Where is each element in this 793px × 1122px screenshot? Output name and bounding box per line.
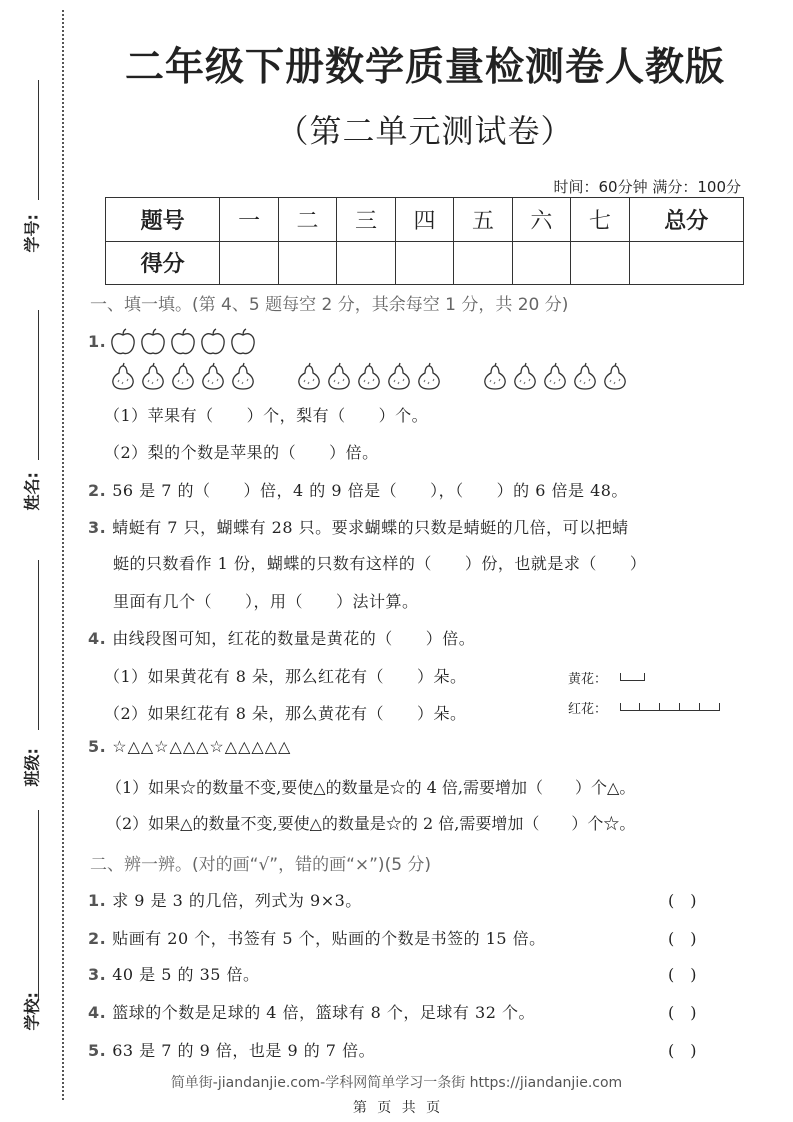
judge-item-3 <box>88 962 260 985</box>
answer-box[interactable]: ( ) <box>668 929 697 948</box>
q4-sub2: （2）如果红花有 8 朵，那么黄花有（ ）朵。 <box>104 704 467 723</box>
red-flower-label: 红花： <box>568 702 608 717</box>
judge-text: 40 是 5 的 35 倍。 <box>112 965 260 984</box>
pear-icon <box>140 362 166 390</box>
q2-text: 56 是 7 的（ ）倍，4 的 9 倍是（ ），（ ）的 6 倍是 48。 <box>112 481 628 500</box>
judge-text: 篮球的个数是足球的 4 倍，篮球有 8 个，足球有 32 个。 <box>112 1003 535 1022</box>
question-number: 5. <box>88 1041 107 1060</box>
q1-number <box>88 332 112 351</box>
pear-icon <box>356 362 382 390</box>
pear-icon <box>482 362 508 390</box>
segment-tick <box>679 703 680 711</box>
score-table <box>105 197 744 285</box>
footer-site: 简单街-jiandanjie.com-学科网简单学习一条街 https://jiandanjie.com <box>170 1075 623 1091</box>
q4-sub1: （1）如果黄花有 8 朵，那么红花有（ ）朵。 <box>104 667 467 686</box>
apple-icon <box>230 328 256 356</box>
section1-heading: 一、填一填。(第 4、5 题每空 2 分，其余每空 1 分，共 20 分) <box>90 295 569 315</box>
pear-icon <box>512 362 538 390</box>
student-id-rule <box>38 80 39 200</box>
q1-sub2: （2）梨的个数是苹果的（ ）倍。 <box>104 443 379 462</box>
answer-box[interactable]: ( ) <box>668 891 697 910</box>
score-header-row <box>106 198 744 242</box>
score-cell[interactable] <box>454 241 512 285</box>
judge-item-5 <box>88 1038 375 1061</box>
pear-icon <box>326 362 352 390</box>
pear-group <box>296 362 446 390</box>
question-number: 1. <box>88 891 107 910</box>
q5-symbols: ☆△△☆△△△☆△△△△△ <box>112 737 292 756</box>
score-header-cell: 七 <box>571 198 629 242</box>
pear-icon <box>230 362 256 390</box>
q3-text-1: 蜻蜓有 7 只，蝴蝶有 28 只。要求蝴蝶的只数是蜻蜓的几倍，可以把蜻 <box>112 518 629 537</box>
red-flower-segment <box>620 703 720 711</box>
question-number: 1. <box>88 332 107 351</box>
pear-icon <box>200 362 226 390</box>
q5-line <box>88 737 291 756</box>
pear-icon <box>416 362 442 390</box>
name-rule <box>38 310 39 460</box>
class-rule <box>38 560 39 730</box>
judge-text: 求 9 是 3 的几倍，列式为 9×3。 <box>112 891 362 910</box>
segment-tick <box>659 703 660 711</box>
question-number: 3. <box>88 965 107 984</box>
score-header-cell: 五 <box>454 198 512 242</box>
score-row-label: 得分 <box>106 241 220 285</box>
school-rule <box>38 810 39 1000</box>
score-cell[interactable] <box>395 241 453 285</box>
q3-line1 <box>88 515 629 538</box>
student-id-label: 学号: <box>22 214 42 253</box>
score-cell[interactable] <box>629 241 743 285</box>
question-number: 2. <box>88 481 107 500</box>
judge-item-1 <box>88 888 362 911</box>
q4-text: 由线段图可知，红花的数量是黄花的（ ）倍。 <box>112 629 476 648</box>
pear-icon <box>386 362 412 390</box>
score-cell[interactable] <box>512 241 570 285</box>
question-number: 3. <box>88 518 107 537</box>
score-header-cell: 六 <box>512 198 570 242</box>
pear-icon <box>110 362 136 390</box>
score-header-cell: 四 <box>395 198 453 242</box>
score-cell[interactable] <box>571 241 629 285</box>
pear-group <box>110 362 260 390</box>
page-subtitle: （第二单元测试卷） <box>276 112 574 150</box>
segment-tick <box>699 703 700 711</box>
score-header-cell: 题号 <box>106 198 220 242</box>
apple-row <box>110 328 260 356</box>
score-cell[interactable] <box>337 241 395 285</box>
q5-sub2: （2）如果△的数量不变,要使△的数量是☆的 2 倍,需要增加（ ）个☆。 <box>106 814 636 833</box>
pear-row <box>110 362 632 390</box>
apple-icon <box>140 328 166 356</box>
pear-icon <box>170 362 196 390</box>
class-label: 班级: <box>22 748 42 787</box>
answer-box[interactable]: ( ) <box>668 1041 697 1060</box>
answer-box[interactable]: ( ) <box>668 1003 697 1022</box>
score-header-cell: 总分 <box>629 198 743 242</box>
pear-icon <box>572 362 598 390</box>
binding-dotted-line <box>62 10 64 1100</box>
apple-icon <box>170 328 196 356</box>
judge-item-2 <box>88 926 546 949</box>
pear-icon <box>602 362 628 390</box>
apple-icon <box>110 328 136 356</box>
answer-box[interactable]: ( ) <box>668 965 697 984</box>
section2-heading: 二、辨一辨。(对的画“√”，错的画“×”)(5 分) <box>90 855 432 875</box>
score-header-cell: 二 <box>278 198 336 242</box>
score-value-row <box>106 241 744 285</box>
yellow-flower-label: 黄花： <box>568 672 608 687</box>
judge-text: 63 是 7 的 9 倍，也是 9 的 7 倍。 <box>112 1041 376 1060</box>
score-header-cell: 一 <box>220 198 278 242</box>
apple-icon <box>200 328 226 356</box>
question-number: 4. <box>88 629 107 648</box>
question-number: 2. <box>88 929 107 948</box>
school-label: 学校: <box>22 992 42 1031</box>
page-title: 二年级下册数学质量检测卷人教版 <box>124 45 725 90</box>
score-cell[interactable] <box>220 241 278 285</box>
q1-sub1: （1）苹果有（ ）个，梨有（ ）个。 <box>104 406 429 425</box>
pear-group <box>482 362 632 390</box>
pear-icon <box>542 362 568 390</box>
time-info: 时间：60分钟 满分：100分 <box>553 178 741 196</box>
q3-line2: 蜓的只数看作 1 份，蝴蝶的只数有这样的（ ）份，也就是求（ ） <box>113 554 647 573</box>
judge-item-4 <box>88 1000 535 1023</box>
yellow-flower-segment <box>620 673 645 681</box>
score-cell[interactable] <box>278 241 336 285</box>
q4-line <box>88 626 475 649</box>
segment-tick <box>639 703 640 711</box>
q5-sub1: （1）如果☆的数量不变,要使△的数量是☆的 4 倍,需要增加（ ）个△。 <box>106 778 636 797</box>
pear-icon <box>296 362 322 390</box>
q3-line3: 里面有几个（ ），用（ ）法计算。 <box>113 592 419 611</box>
judge-text: 贴画有 20 个，书签有 5 个，贴画的个数是书签的 15 倍。 <box>112 929 546 948</box>
score-header-cell: 三 <box>337 198 395 242</box>
name-label: 姓名: <box>22 472 42 511</box>
page-counter: 第 页 共 页 <box>352 1100 441 1116</box>
q2-line <box>88 478 628 501</box>
question-number: 5. <box>88 737 107 756</box>
question-number: 4. <box>88 1003 107 1022</box>
